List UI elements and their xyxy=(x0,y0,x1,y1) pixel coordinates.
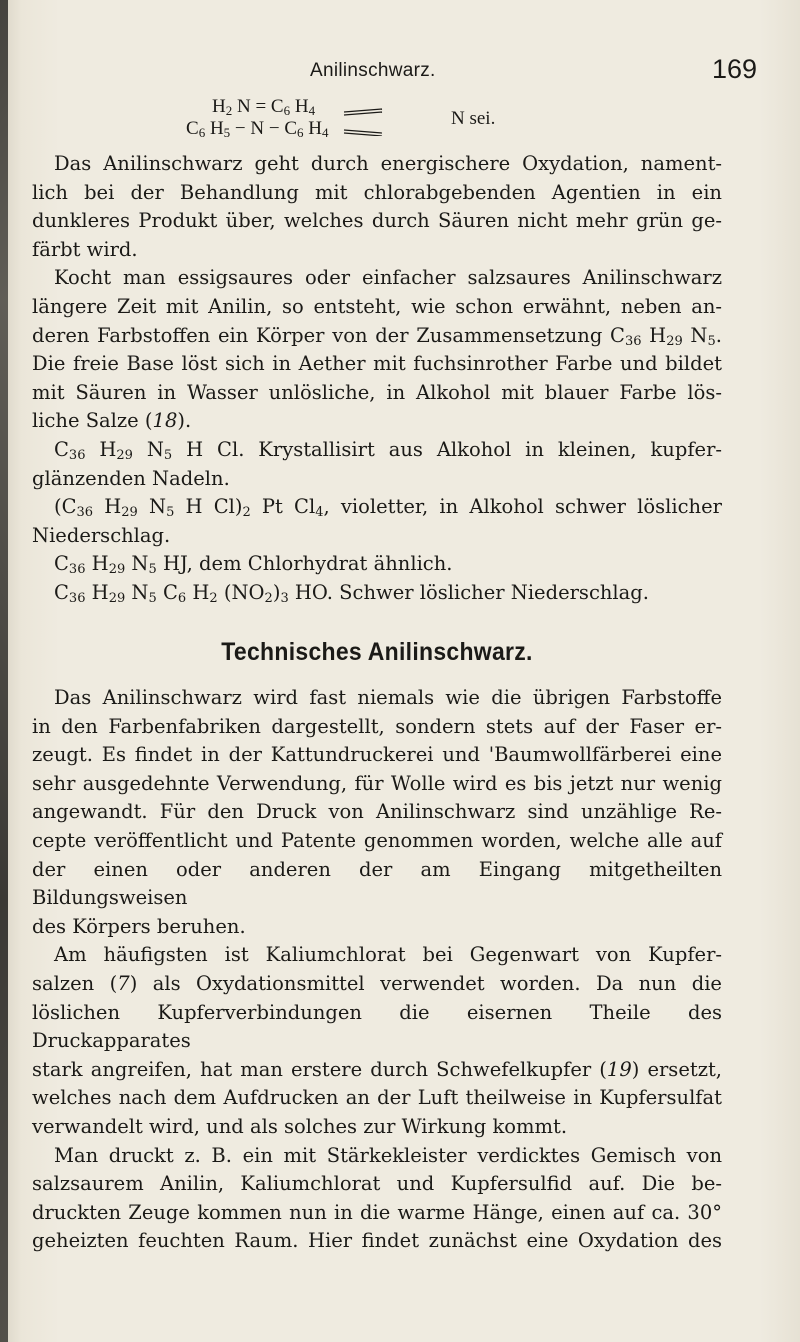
paragraph-line: stark angreifen, hat man erstere durch Schwefelkupfer (19) ersetzt, xyxy=(32,1057,723,1081)
page-header xyxy=(0,50,800,90)
reference-number: 19 xyxy=(606,1057,632,1081)
paragraph-line: Kocht man essigsaures oder einfacher salzsaures Anilinschwarz xyxy=(54,266,722,290)
paragraph-line: lich bei der Behandlung mit chlorabgebenden Agentien in ein xyxy=(32,180,722,204)
paragraph-line: salzen (7) als Oxydationsmittel verwendet worden. Da nun die xyxy=(32,972,722,996)
paragraph-line: längere Zeit mit Anilin, so entsteht, wie schon erwähnt, neben an- xyxy=(32,294,722,318)
paragraph-line: geheizten feuchten Raum. Hier findet zunächst eine Oxydation des xyxy=(32,1229,722,1253)
paragraph-line: Das Anilinschwarz geht durch energischere Oxydation, nament- xyxy=(54,152,722,175)
paragraph-line: in den Farbenfabriken dargestellt, sondern stets auf der Faser er- xyxy=(32,714,722,738)
formula-suffix: N sei. xyxy=(451,108,496,129)
paragraph-line: des Körpers beruhen. xyxy=(32,914,246,938)
paragraph-line: der einen oder anderen der am Eingang mitgetheilten Bildungsweisen xyxy=(32,857,722,910)
paragraph-line: liche Salze (18). xyxy=(32,409,192,433)
paragraph-line: verwandelt wird, und als solches zur Wirkung kommt. xyxy=(32,1115,568,1138)
page-binding-edge xyxy=(0,0,8,1342)
paragraph-line: dunkleres Produkt über, welches durch Säuren nicht mehr grün ge- xyxy=(32,209,722,233)
paragraph-line: Am häufigsten ist Kaliumchlorat bei Gegenwart von Kupfer- xyxy=(54,943,722,967)
paragraph-line: löslichen Kupferverbindungen die eisernen Theile des Druckapparates xyxy=(32,1000,722,1053)
paragraph-line: glänzenden Nadeln. xyxy=(32,466,230,490)
formula-line-2: $C_6$ $H_5 - N - C_6$ $H_4$ xyxy=(186,118,329,140)
section-heading: Technisches Anilinschwarz. xyxy=(221,637,533,666)
page-number: 169 xyxy=(712,54,758,84)
paragraph-line: welches nach dem Aufdrucken an der Luft theilweise in Kupfersulfat xyxy=(32,1086,722,1110)
page-body xyxy=(32,150,722,1256)
paragraph-line: deren Farbstoffen ein Körper von der Zusammensetzung $C_{36}$ $H_{29}$ $N_5$. xyxy=(32,323,722,349)
paragraph-line: Das Anilinschwarz wird fast niemals wie die übrigen Farbstoffe xyxy=(54,686,722,710)
paragraph-line: färbt wird. xyxy=(32,237,138,261)
paragraph-line: zeugt. Es findet in der Kattundruckerei und 'Baumwollfärberei eine xyxy=(32,743,722,767)
formula-line-1: $H_2$ $N = C_6$ $H_4$ xyxy=(212,96,316,118)
paragraph-line: druckten Zeuge kommen nun in die warme Hänge, einen auf ca. 30° xyxy=(32,1200,722,1224)
paragraph-line: cepte veröffentlicht und Patente genommen worden, welche alle auf xyxy=(32,829,722,853)
paragraph-line: $C_{36}$ $H_{29}$ $N_5$ H Cl. Krystallisirt aus Alkohol in kleinen, kupfer- xyxy=(54,437,722,463)
reference-number: 7 xyxy=(117,972,130,996)
paragraph-line: $C_{36}$ $H_{29}$ $N_5$ $C_6$ $H_2$ $(NO_2)_3$ HO. Schwer löslicher Niederschlag. xyxy=(54,580,649,606)
running-title: Anilinschwarz. xyxy=(310,60,436,81)
paragraph-line: Man druckt z. B. ein mit Stärkekleister verdicktes Gemisch von xyxy=(54,1143,722,1167)
paragraph-line: Die freie Base löst sich in Aether mit fuchsinrother Farbe und bildet xyxy=(32,352,722,376)
paragraph-line: $C_{36}$ $H_{29}$ $N_5$ HJ, dem Chlorhydrat ähnlich. xyxy=(54,552,453,578)
paragraph-line: ($C_{36}$ $H_{29}$ $N_5$ H $Cl)_2$ Pt $Cl_4$, violetter, in Alkohol schwer löslicher xyxy=(54,495,722,521)
structural-formula xyxy=(186,96,546,144)
paragraph-line: mit Säuren in Wasser unlösliche, in Alkohol mit blauer Farbe lös- xyxy=(32,380,722,404)
formula-bond-lines xyxy=(342,106,442,136)
paragraph-line: salzsaurem Anilin, Kaliumchlorat und Kupfersulfid auf. Die be- xyxy=(32,1172,722,1196)
reference-number: 18 xyxy=(152,409,178,433)
paragraph-line: sehr ausgedehnte Verwendung, für Wolle wird es bis jetzt nur wenig xyxy=(32,771,722,795)
paragraph-line: Niederschlag. xyxy=(32,523,171,547)
paragraph-line: angewandt. Für den Druck von Anilinschwarz sind unzählige Re- xyxy=(32,800,722,824)
